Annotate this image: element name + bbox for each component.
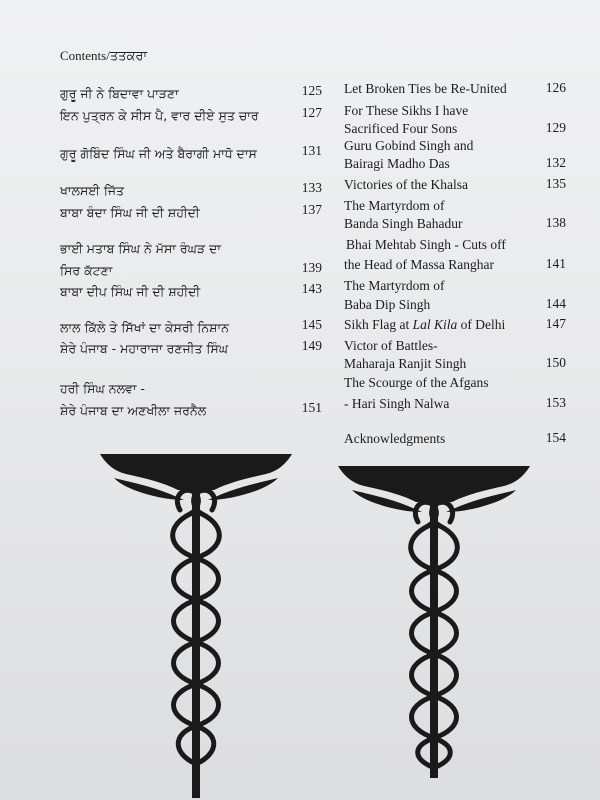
toc-entry-en-4: Victories of the Khalsa (344, 177, 469, 192)
toc-entry-en-3-line1: Guru Gobind Singh and (344, 138, 474, 153)
caduceus-icon-right (338, 460, 530, 780)
toc-entry-en-11: Acknowledgments (344, 431, 446, 446)
toc-entry-en-6-line2: the Head of Massa Ranghar (344, 257, 494, 272)
toc-page-en-10: 153 (545, 395, 566, 410)
toc-entry-pa-1: ਗੁਰੂ ਜੀ ਨੇ ਬਿਦਾਵਾ ਪਾੜਣਾ (60, 86, 179, 101)
contents-heading: Contents/ਤਤਕਰਾ (60, 48, 148, 63)
toc-page-pa-6: 139 (301, 260, 322, 275)
toc-entry-en-5-line1: The Martyrdom of (344, 198, 445, 213)
toc-entry-pa-10-line1: ਹਰੀ ਸਿੰਘ ਨਲਵਾ - (60, 381, 145, 396)
toc-page-en-4: 135 (545, 176, 566, 191)
toc-entry-en-8-part3: of Delhi (457, 317, 506, 332)
toc-page-en-1: 126 (545, 80, 566, 95)
toc-entry-pa-9: ਸ਼ੇਰੇ ਪੰਜਾਬ - ਮਹਾਰਾਜਾ ਰਣਜੀਤ ਸਿੰਘ (60, 341, 229, 356)
toc-entry-en-5-line2: Banda Singh Bahadur (344, 216, 463, 231)
toc-page-en-5: 138 (545, 215, 566, 230)
toc-page-pa-4: 133 (301, 180, 322, 195)
toc-page-en-9: 150 (545, 355, 566, 370)
toc-entry-en-7-line2: Baba Dip Singh (344, 297, 431, 312)
toc-page-en-7: 144 (545, 296, 566, 311)
toc-entry-pa-5: ਬਾਬਾ ਬੰਦਾ ਸਿੰਘ ਜੀ ਦੀ ਸ਼ਹੀਦੀ (60, 205, 200, 220)
toc-entry-pa-10-line2: ਸ਼ੇਰੇ ਪੰਜਾਬ ਦਾ ਅਣਖੀਲਾ ਜਰਨੈਲ (60, 403, 207, 418)
toc-entry-pa-2: ਇਨ ਪੁਤ੍ਰਨ ਕੇ ਸੀਸ ਪੈ, ਵਾਰ ਦੀਏ ਸੁਤ ਚਾਰ (60, 108, 259, 123)
caduceus-icon-left (100, 448, 292, 798)
toc-entry-pa-4: ਖਾਲਸਈ ਜਿੱਤ (60, 183, 125, 198)
toc-page-en-8: 147 (545, 316, 566, 331)
toc-page-pa-5: 137 (301, 202, 322, 217)
toc-entry-en-8-part1: Sikh Flag at (344, 317, 413, 332)
toc-page-pa-7: 143 (301, 281, 322, 296)
toc-page-en-2: 129 (545, 120, 566, 135)
toc-page-pa-3: 131 (301, 143, 322, 158)
toc-entry-en-8-part2: Lal Kila (412, 317, 458, 332)
toc-entry-en-7-line1: The Martyrdom of (344, 278, 445, 293)
toc-page-pa-10: 151 (301, 400, 322, 415)
toc-entry-en-9-line1: Victor of Battles- (344, 338, 438, 353)
toc-page-pa-2: 127 (301, 105, 322, 120)
toc-entry-pa-8: ਲਾਲ ਕਿੱਲੇ ਤੇ ਸਿੱਖਾਂ ਦਾ ਕੇਸਰੀ ਨਿਸ਼ਾਨ (60, 320, 229, 335)
toc-page-pa-8: 145 (301, 317, 322, 332)
toc-entry-en-10-line1: The Scourge of the Afgans (344, 375, 489, 390)
toc-entry-pa-7: ਬਾਬਾ ਦੀਪ ਸਿੰਘ ਜੀ ਦੀ ਸ਼ਹੀਦੀ (60, 284, 201, 299)
toc-entry-pa-6-line1: ਭਾਈ ਮਤਾਬ ਸਿੰਘ ਨੇ ਮੱਸਾ ਰੰਘੜ ਦਾ (60, 241, 221, 256)
toc-entry-en-8 (344, 316, 505, 333)
toc-page-en-6: 141 (545, 256, 566, 271)
toc-entry-en-2-line1: For These Sikhs I have (344, 103, 469, 118)
toc-page-en-11: 154 (545, 430, 566, 445)
toc-entry-en-10-line2: - Hari Singh Nalwa (344, 396, 450, 411)
toc-entry-en-3-line2: Bairagi Madho Das (344, 156, 450, 171)
toc-page-en-3: 132 (545, 155, 566, 170)
toc-entry-en-6-line1: Bhai Mehtab Singh - Cuts off (346, 237, 506, 252)
toc-entry-pa-6-line2: ਸਿਰ ਕੱਟਣਾ (60, 263, 113, 278)
toc-entry-en-2-line2: Sacrificed Four Sons (344, 121, 458, 136)
toc-entry-pa-3: ਗੁਰੂ ਗੋਬਿੰਦ ਸਿੰਘ ਜੀ ਅਤੇ ਬੈਰਾਗੀ ਮਾਧੋ ਦਾਸ (60, 146, 257, 161)
toc-page-pa-9: 149 (301, 338, 322, 353)
toc-entry-en-1: Let Broken Ties be Re-United (344, 81, 507, 96)
toc-page-pa-1: 125 (301, 83, 322, 98)
toc-entry-en-9-line2: Maharaja Ranjit Singh (344, 356, 467, 371)
